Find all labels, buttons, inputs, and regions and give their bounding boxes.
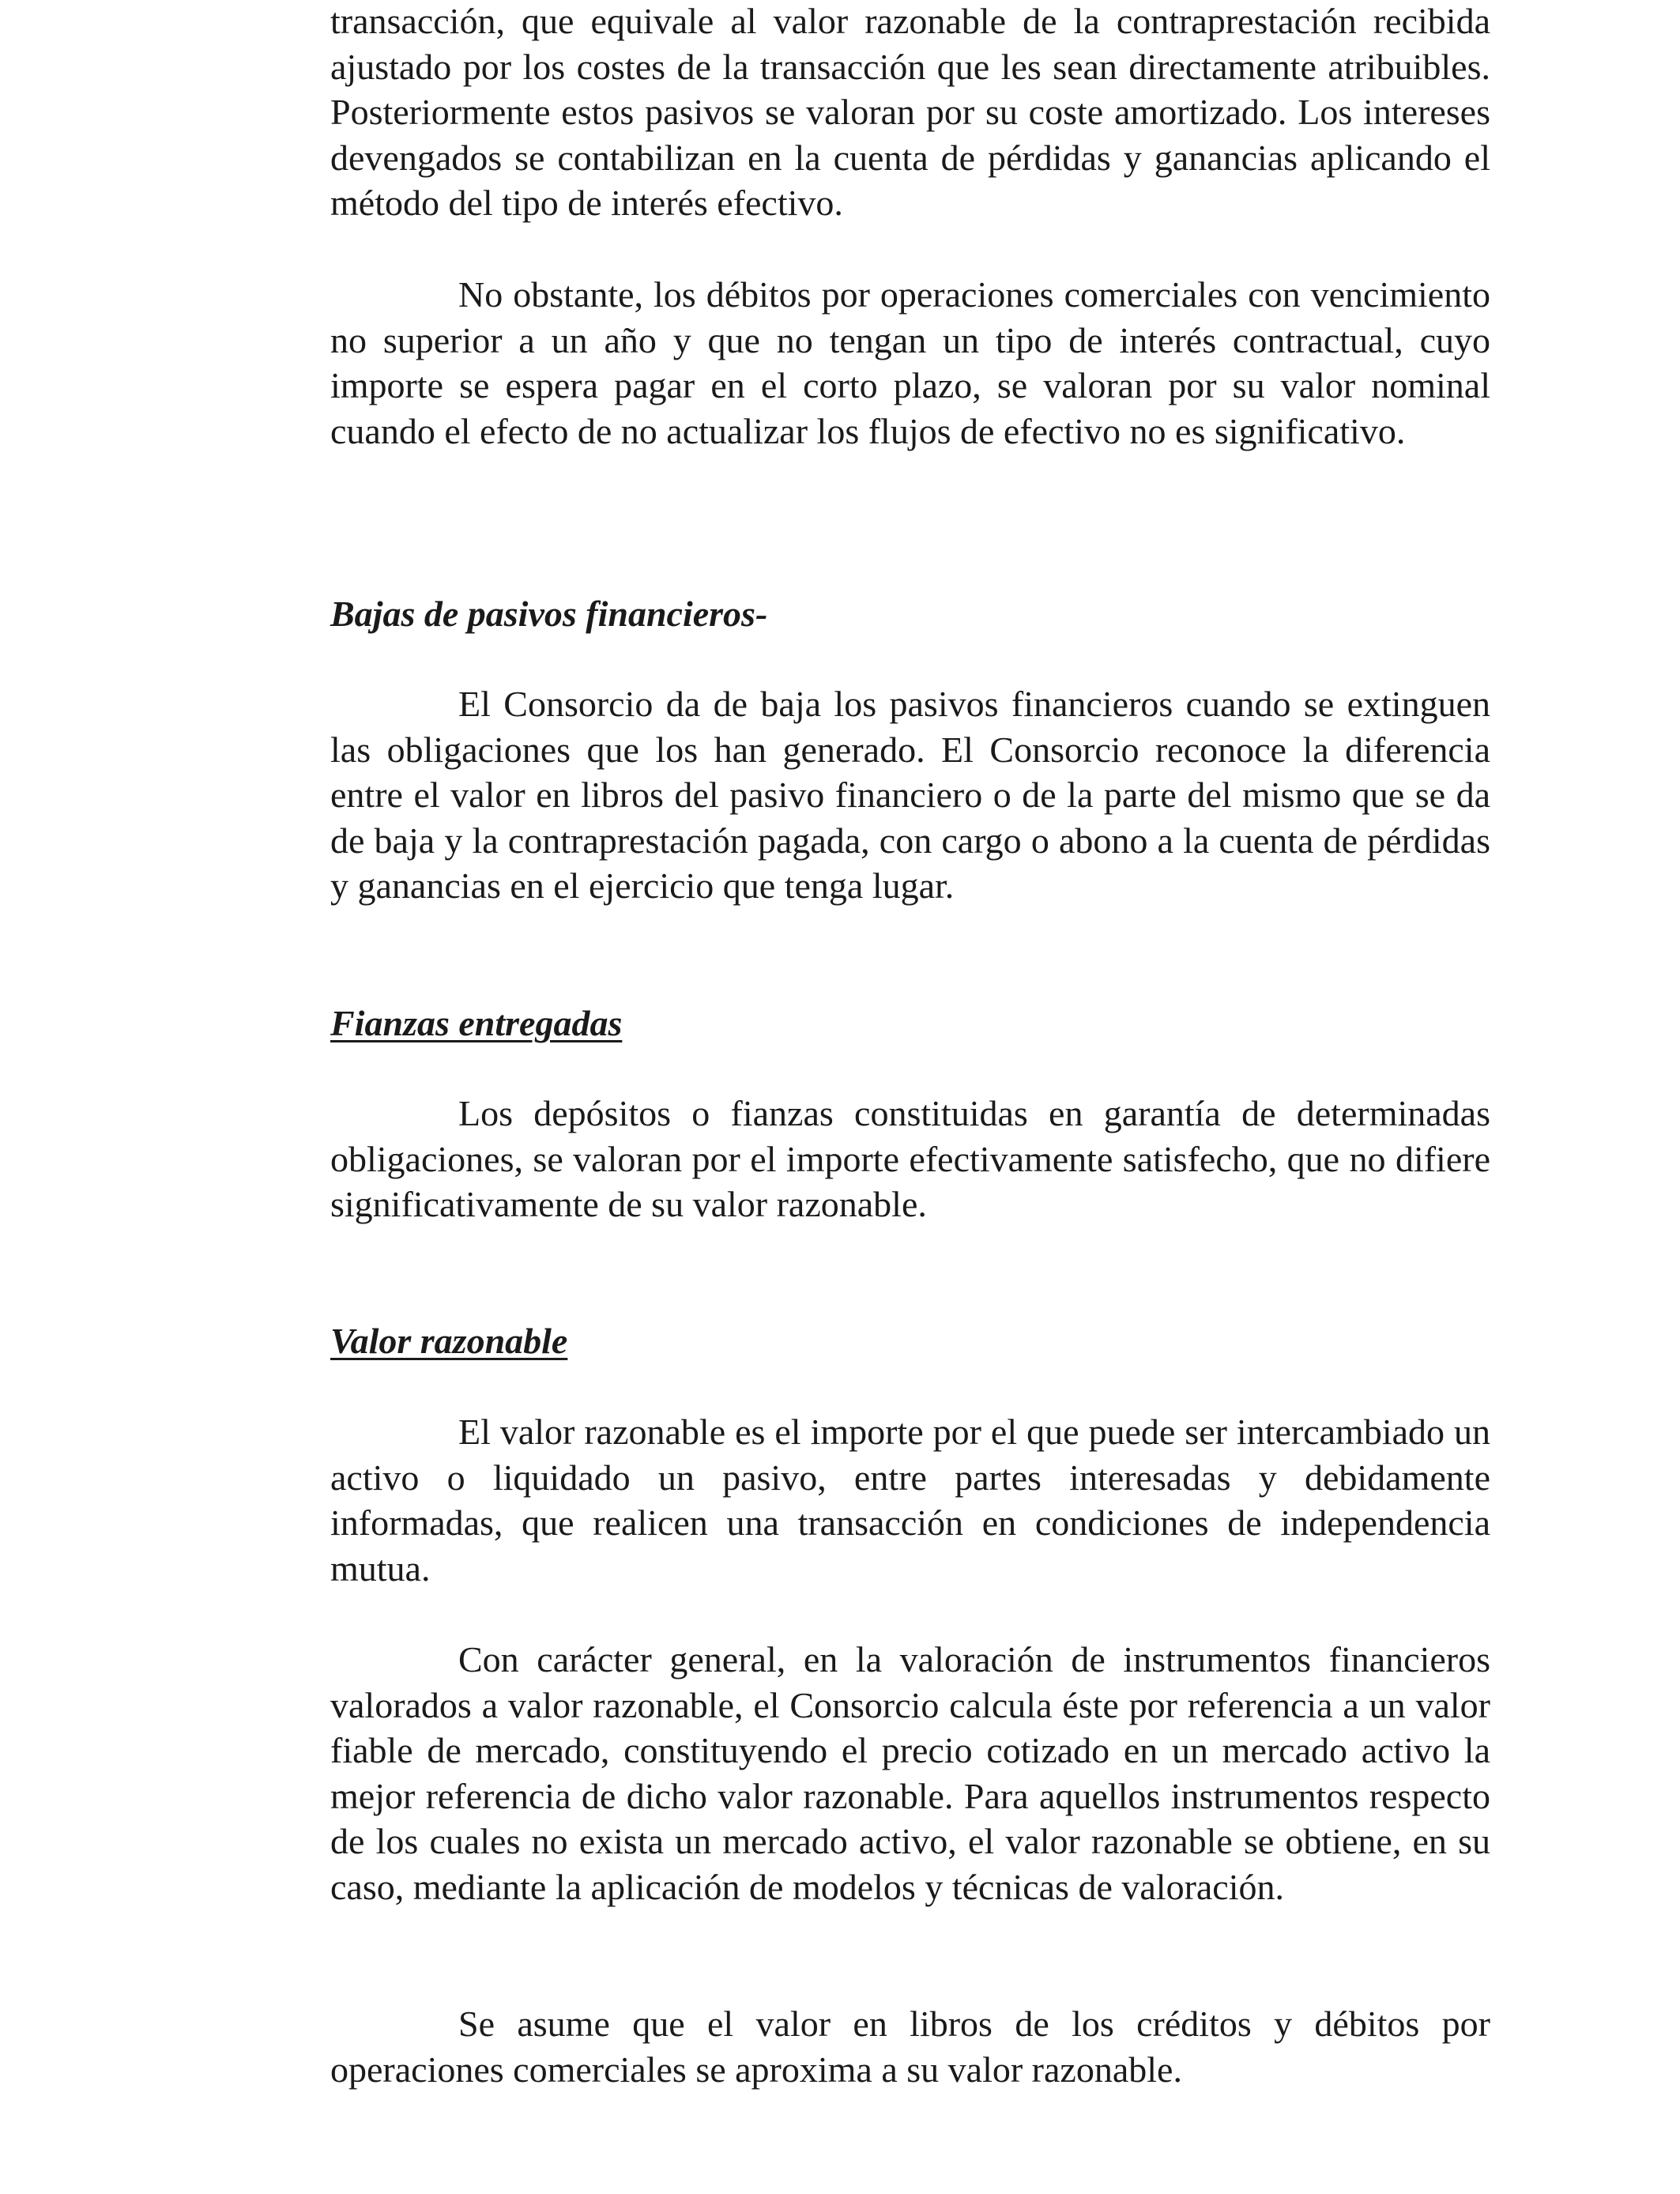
paragraph-valor-libros-creditos: Se asume que el valor en libros de los créditos y débitos por operaciones comerciales se aproxima a su valor razonable. <box>330 2004 1490 2090</box>
heading-fianzas-entregadas: Fianzas entregadas <box>330 1003 623 1043</box>
heading-bajas-pasivos: Bajas de pasivos financieros- <box>330 594 768 634</box>
paragraph-valor-razonable-caracter-general: Con carácter general, en la valoración de instrumentos financieros valorados a valor razonable, el Consorcio calcula éste por referencia a un valor fiable de mercado, constituyendo el precio cotizado en un mercado activo la mejor referencia de dicho valor razonable. Para aquellos instrumentos respecto de los cuales no exista un mercado activo, el valor razonable se obtiene, en su caso, mediante la aplicación de modelos y técnicas de valoración. <box>330 1639 1490 1907</box>
paragraph-fianzas-entregadas: Los depósitos o fianzas constituidas en garantía de determinadas obligaciones, se valoran por el importe efectivamente satisfecho, que no difiere significativamente de su valor razonable. <box>330 1093 1490 1224</box>
paragraph-valor-razonable-definicion: El valor razonable es el importe por el que puede ser intercambiado un activo o liquidado un pasivo, entre partes interesadas y debidamente informadas, que realicen una transacción en condiciones de independencia mutua. <box>330 1412 1490 1589</box>
paragraph-bajas-pasivos: El Consorcio da de baja los pasivos financieros cuando se extinguen las obligaciones que los han generado. El Consorcio reconoce la diferencia entre el valor en libros del pasivo financiero o de la parte del mismo que se da de baja y la contraprestación pagada, con cargo o abono a la cuenta de pérdidas y ganancias en el ejercicio que tenga lugar. <box>330 684 1490 906</box>
paragraph-pasivos-valoracion: transacción, que equivale al valor razonable de la contraprestación recibida ajustado por los costes de la transacción que les sean directamente atribuibles. Posteriormente estos pasivos se valoran por su coste amortizado. Los intereses devengados se contabilizan en la cuenta de pérdidas y ganancias aplicando el método del tipo de interés efectivo. <box>330 1 1490 223</box>
heading-valor-razonable: Valor razonable <box>330 1321 568 1361</box>
paragraph-debitos-comerciales: No obstante, los débitos por operaciones comerciales con vencimiento no superior a un año y que no tengan un tipo de interés contractual, cuyo importe se espera pagar en el corto plazo, se valoran por su valor nominal cuando el efecto de no actualizar los flujos de efectivo no es significativo. <box>330 274 1490 451</box>
